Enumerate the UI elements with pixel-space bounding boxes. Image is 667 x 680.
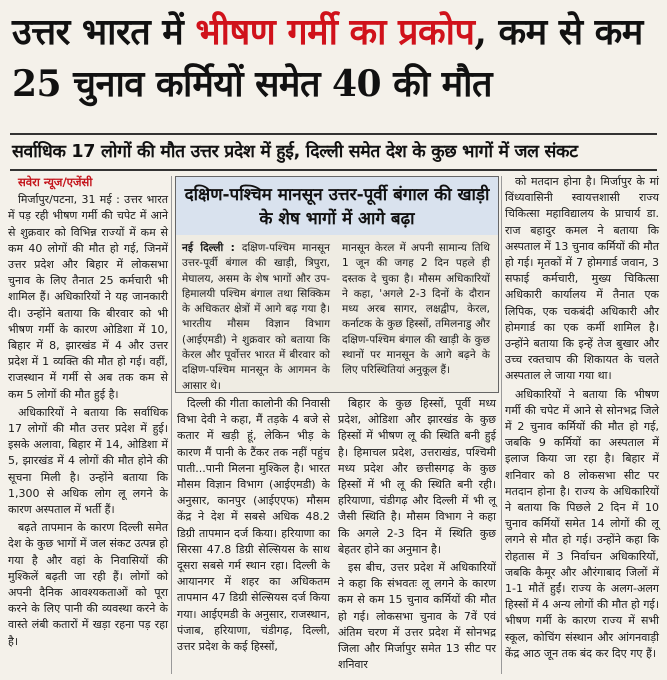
column-4 [505,174,659,664]
col4-paragraph-1: को मतदान होना है। मिर्जापुर के मां विंध्यवासिनी स्वायत्तशासी राज्य चिकित्सा महाविद्यालय के प्राचार्य डा. राज बहादुर कमल ने बताया कि अस्पताल में 13 चुनाव कर्मियों की मौत हो गई। मृतकों में 7 होमगार्ड जवान, 3 सफाई कर्मचारी, मुख्य चिकित्सा अधिकारी कार्यालय में तैनात एक लिपिक, एक चकबंदी अधिकारी और होमगार्ड का एक कर्मी शामिल है। उन्होंने बताया कि इन्हें तेज बुखार और उच्च रक्तचाप की शिकायत के चलते अस्पताल ले जाया गया था। [505,175,659,383]
headline-part3: , कम से कम 25 चुनाव कर्मियों समेत 40 की मौत [12,11,643,105]
column-1 [8,174,168,652]
box-left-text [182,241,330,394]
col3-paragraph-1: बिहार के कुछ हिस्सों, पूर्वी मध्य प्रदेश, ओडिशा और झारखंड के कुछ हिस्सों में भीषण लू की स्थिति बनी हुई है। हिमाचल प्रदेश, उत्तराखंड, पश्चिमी मध्य प्रदेश और छत्तीसगढ़ के कुछ हिस्सों में भी लू की स्थिति बनी रही। हरियाणा, चंडीगढ़ और दिल्ली में भी लू जैसी स्थिति है। मौसम विभाग ने कहा कि अगले 2-3 दिन में स्थिति कुछ बेहतर होने का अनुमान है। [338,397,496,556]
subheadline: सर्वाधिक 17 लोगों की मौत उत्तर प्रदेश में हुई, दिल्ली समेत देश के कुछ भागों में जल संकट [12,142,578,162]
col1-paragraph-1: मिर्जापुर/पटना, 31 मई : उत्तर भारत में पड़ रही भीषण गर्मी की चपेट में आने से शुक्रवार को विभिन्न राज्यों में कम से कम 40 लोगों की मौत हो गई, जिनमें उत्तर प्रदेश और बिहार में लोकसभा चुनाव के लिए तैनात 25 कर्मचारी भी शामिल हैं। अधिकारियों ने यह जानकारी दी। उन्होंने बताया कि बीरवार को भी भीषण गर्मी के कारण ओडिशा में 10, बिहार में 8, झारखंड में 4 और उत्तर प्रदेश में 1 व्यक्ति की मौत हो गई। वहीं, राजस्थान में गर्मी से अब तक कम से कम 5 लोगों की मौत हुई है। [8,193,168,401]
box-right-text: मानसून केरल में अपनी सामान्य तिथि 1 जून की जगह 2 दिन पहले ही दस्तक दे चुका है। मौसम अधिकारियों ने कहा, 'अगले 2-3 दिनों के दौरान मध्य अरब सागर, लक्षद्वीप, केरल, कर्नाटक के कुछ हिस्सों, तमिलनाडु और दक्षिण-पश्चिम बंगाल की खाड़ी के कुछ स्थानों पर मानसून के आगे बढ़ने के लिए परिस्थितियां अनुकूल हैं। [342,242,490,377]
subheadline-rule [10,169,657,171]
column-3 [338,396,496,675]
column-2 [177,396,330,657]
col4-paragraph-2: अधिकारियों ने बताया कि भीषण गर्मी की चपेट में आने से सोनभद्र जिले में 2 चुनाव कर्मियों की मौत हो गई, जबकि 9 कर्मियों का अस्पताल में इलाज किया जा रहा है। बिहार में शनिवार को 8 लोकसभा सीट पर मतदान होना है। राज्य के अधिकारियों ने बताया कि पिछले 2 दिन में 10 चुनाव कर्मियों समेत 14 लोगों की लू लगने से मौत हो गई। उन्होंने कहा कि रोहतास में 3 निर्वाचन अधिकारियों, जबकि कैमूर और औरंगाबाद जिलों में 1-1 मौतें हुईं। राज्य के अलग-अलग हिस्सों में 4 अन्य लोगों की मौत हो गई। भीषण गर्मी के कारण राज्य में सभी स्कूल, कोचिंग संस्थान और आंगनवाड़ी केंद्र आठ जून तक बंद कर दिए गए हैं। [505,387,659,660]
column-divider [501,176,502,674]
headline [12,6,657,110]
column-divider [171,176,172,674]
headline-part1: उत्तर भारत में [12,11,196,53]
headline-highlight: भीषण गर्मी का प्रकोप [195,11,475,53]
col1-paragraph-3: बढ़ते तापमान के कारण दिल्ली समेत देश के कुछ भागों में जल संकट उत्पन्न हो गया है और वहां के निवासियों की मुश्किलें बढ़ती जा रही हैं। लोगों को अपनी दैनिक आवश्यकताओं को पूरा करने के लिए पानी की व्यवस्था करने के वास्ते लंबी कतारों में खड़ा रहना पड़ रहा है। [8,521,168,648]
monsoon-box [175,176,499,393]
byline: सवेरा न्यूज/एजेंसी [18,175,93,189]
headline-rule [10,133,657,135]
box-left-body: दक्षिण-पश्चिम मानसून उत्तर-पूर्वी बंगाल की खाड़ी, त्रिपुरा, मेघालय, असम के शेष भागों और उप-हिमालयी पश्चिम बंगाल तथा सिक्किम के अधिकतर क्षेत्रों में आगे बढ़ गया है। भारतीय मौसम विज्ञान विभाग (आईएमडी) ने शुक्रवार को बताया कि केरल और पूर्वोत्तर भारत में बीरवार को दक्षिण-पश्चिम मानसून के आगमन के आसार थे। [182,242,330,392]
col2-paragraph: दिल्ली की गीता कालोनी की निवासी विभा देवी ने कहा, मैं तड़के 4 बजे से कतार में खड़ी हूं, लेकिन भीड़ के कारण मैं पानी के टैंकर तक नहीं पहुंच पाती...पानी मिलना मुश्किल है। भारत मौसम विज्ञान विभाग (आईएमडी) के अनुसार, कानपुर (आईएएफ) मौसम केंद्र ने देश में सबसे अधिक 48.2 डिग्री तापमान दर्ज किया। हरियाणा का सिरसा 47.8 डिग्री सेल्सियस के साथ दूसरा सबसे गर्म स्थान रहा। दिल्ली के आयानगर में शहर का अधिकतम तापमान 47 डिग्री सेल्सियस दर्ज किया गया। आईएमडी के अनुसार, राजस्थान, पंजाब, हरियाणा, चंडीगढ़, दिल्ली, उत्तर प्रदेश के कई हिस्सों, [177,397,330,654]
col1-paragraph-2: अधिकारियों ने बताया कि सर्वाधिक 17 लोगों की मौत उत्तर प्रदेश में हुई। इसके अलावा, बिहार में 14, ओडिशा में 5, झारखंड में 4 लोगों की मौत होने की सूचना मिली है। उन्होंने बताया कि 1,300 से अधिक लोग लू लगने के कारण अस्पताल में भर्ती हैं। [8,405,168,517]
box-dateline: नई दिल्ली : [182,242,235,254]
box-title: दक्षिण-पश्चिम मानसून उत्तर-पूर्वी बंगाल की खाड़ी के शेष भागों में आगे बढ़ा [176,177,498,235]
col3-paragraph-2: इस बीच, उत्तर प्रदेश में अधिकारियों ने कहा कि संभवतः लू लगने के कारण कम से कम 15 चुनाव कर्मियों की मौत हो गई। लोकसभा चुनाव के 7वें एवं अंतिम चरण में उत्तर प्रदेश में सोनभद्र जिला और मिर्जापुर समेत 13 सीट पर शनिवार [338,561,496,672]
